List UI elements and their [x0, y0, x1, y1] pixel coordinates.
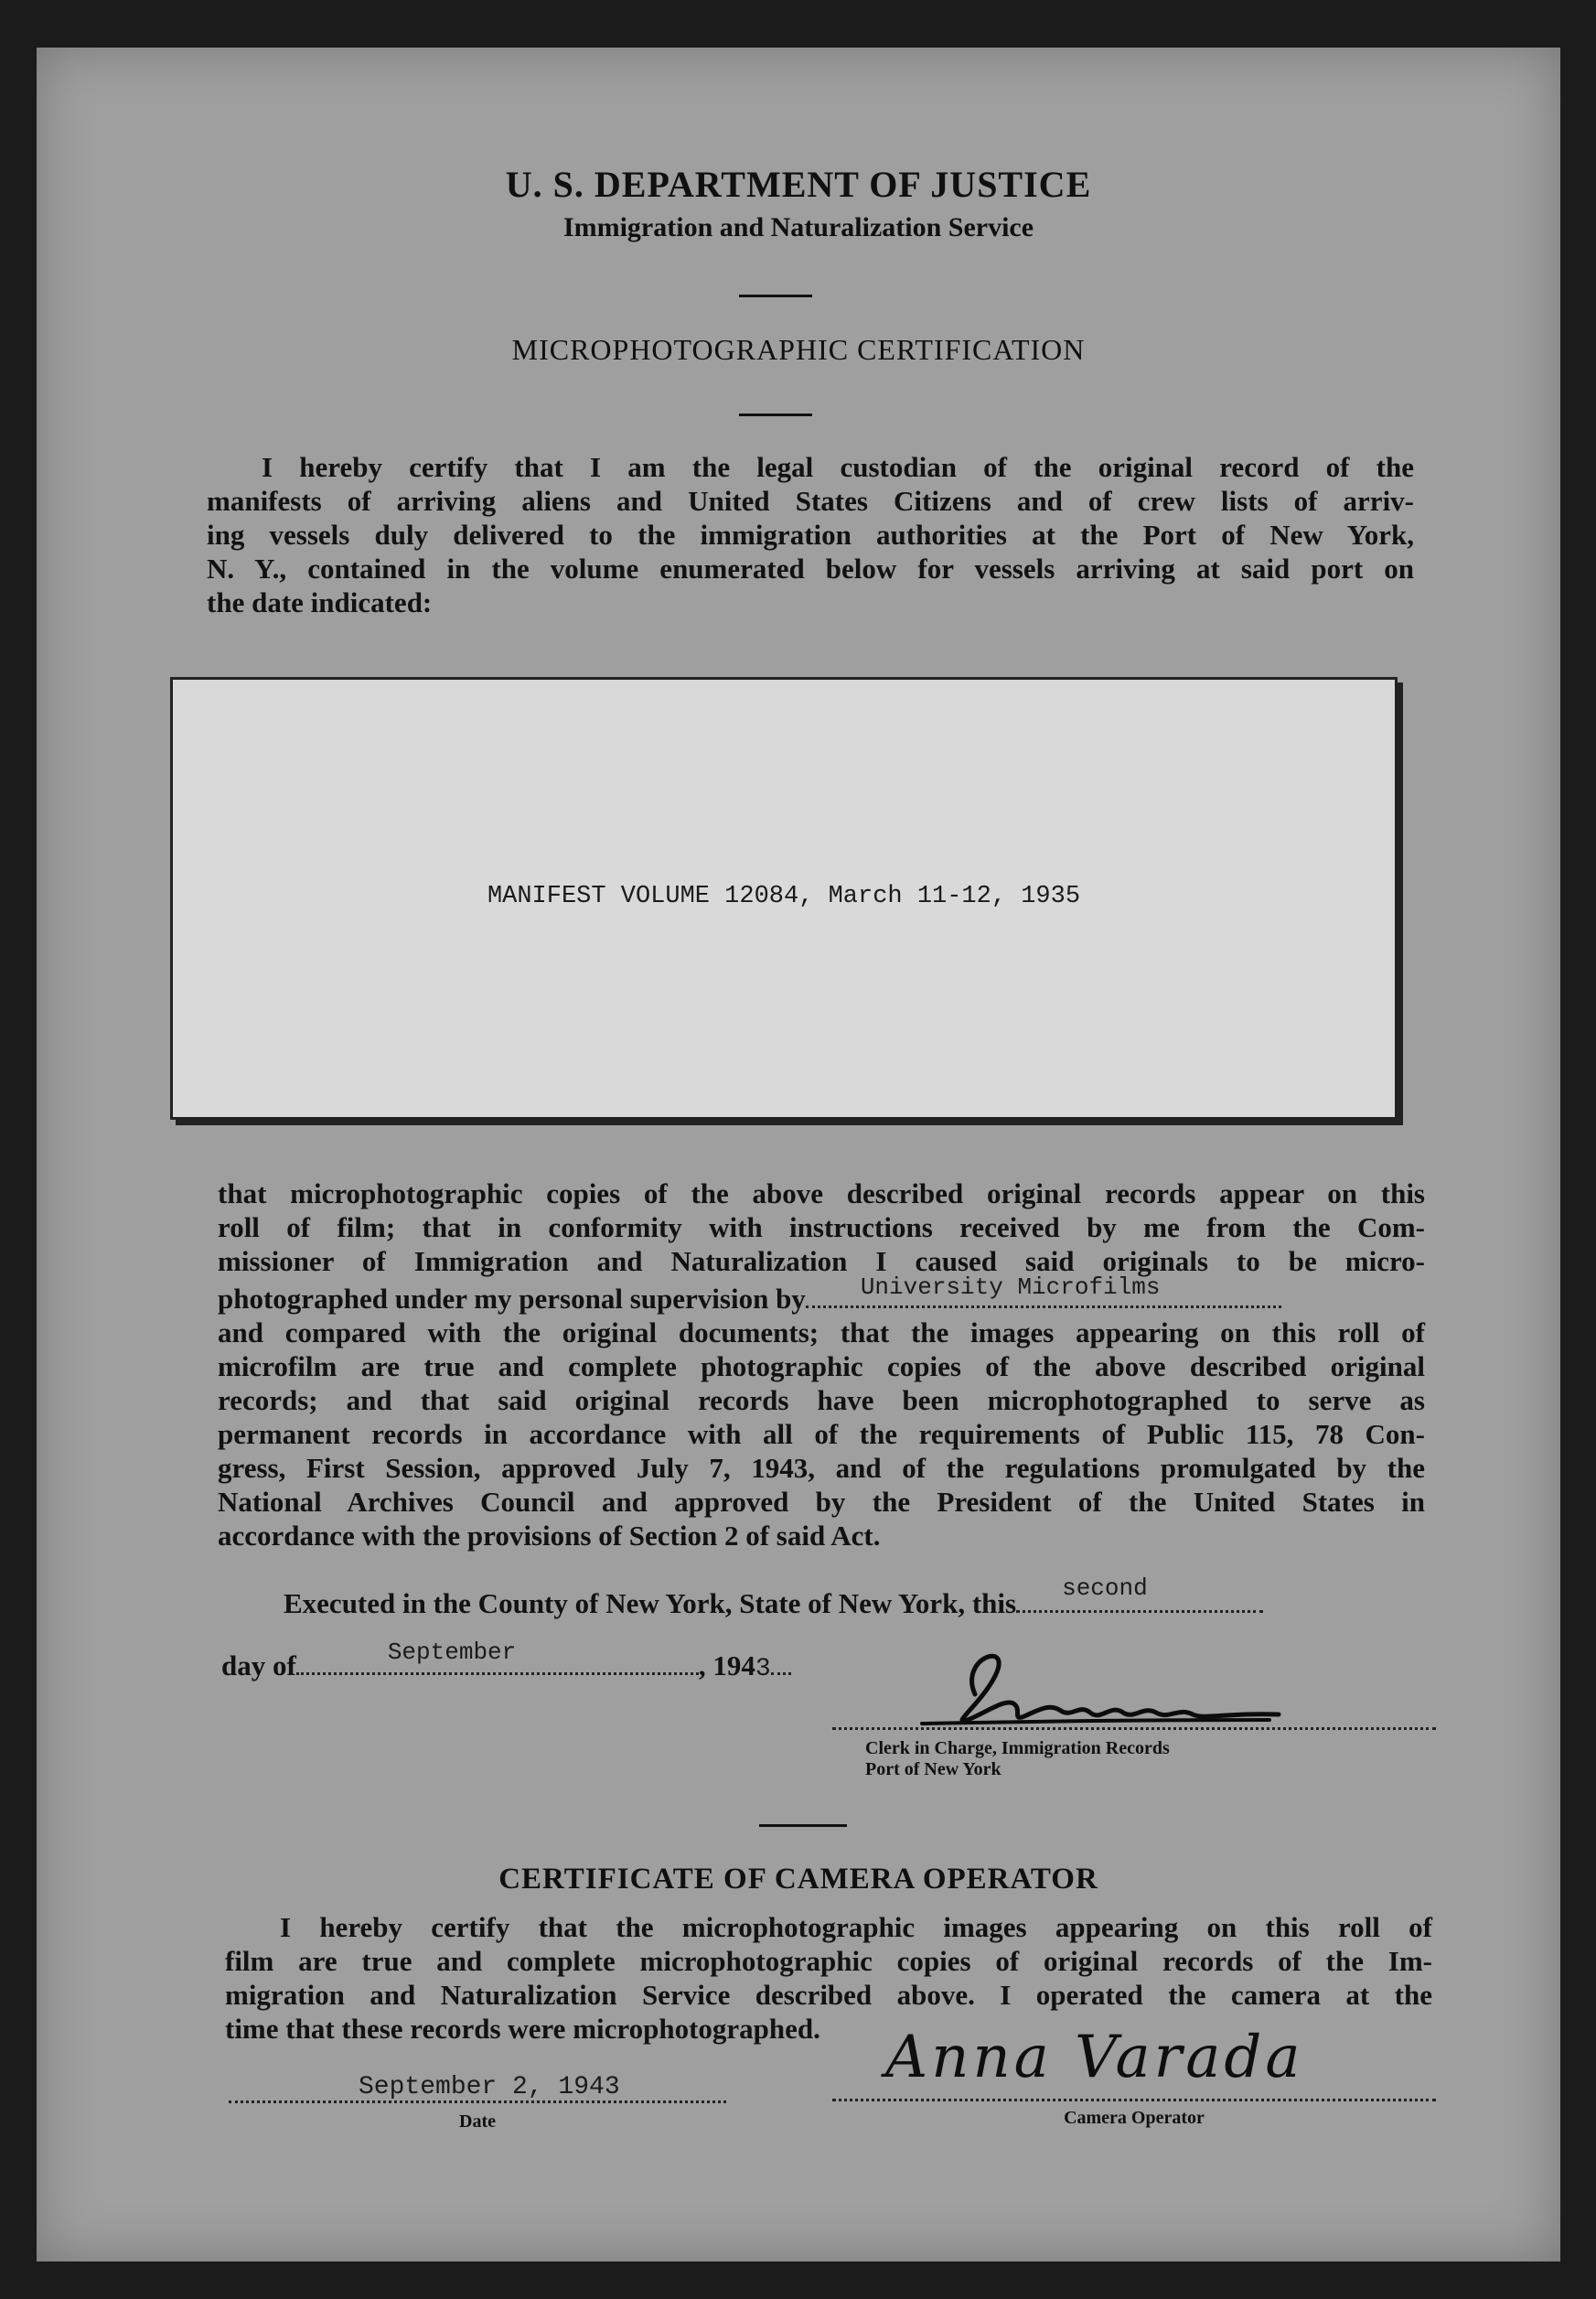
service-subheading: Immigration and Naturalization Service	[562, 212, 1034, 242]
execution-line	[284, 1574, 1427, 1620]
day-field	[1016, 1574, 1263, 1613]
body-paragraph	[218, 1176, 1425, 1552]
body-line: that microphotographic copies of the above described original records appear on this	[218, 1177, 1425, 1209]
camera-line: time that these records were microphotographed.	[225, 2013, 820, 2045]
day-value: second	[1062, 1574, 1148, 1602]
body-line: records; and that said original records have been microphotographed to serve as	[218, 1384, 1425, 1416]
supervision-prefix: photographed under my personal supervision by	[218, 1283, 806, 1315]
record-box	[170, 677, 1398, 1120]
camera-operator-label: Camera Operator	[1064, 2108, 1205, 2128]
operator-date-value: September 2, 1943	[359, 2073, 620, 2101]
camera-line: I hereby certify that the microphotographic images appearing on this roll of	[280, 1911, 1432, 1943]
clerk-title-line2: Port of New York	[865, 1759, 1002, 1779]
supervision-value: University Microfilms	[860, 1273, 1161, 1301]
month-field	[296, 1638, 699, 1675]
body-line: missioner of Immigration and Naturalization I caused said originals to be micro-	[218, 1245, 1425, 1277]
camera-line: migration and Naturalization Service described above. I operated the camera at the	[225, 1979, 1432, 2011]
body-line: permanent records in accordance with all of the requirements of Public 115, 78 Con-	[218, 1418, 1425, 1450]
intro-line: manifests of arriving aliens and United States Citizens and of crew lists of arriv-	[207, 485, 1414, 517]
title-divider	[739, 414, 812, 416]
month-value: September	[387, 1638, 517, 1666]
body-line: accordance with the provisions of Section 2 of said Act.	[218, 1520, 881, 1552]
manifest-volume-text: MANIFEST VOLUME 12084, March 11-12, 1935	[487, 883, 1081, 910]
intro-paragraph	[207, 450, 1414, 619]
date-label: Date	[459, 2111, 496, 2132]
year-dots	[771, 1649, 791, 1675]
operator-signature-line	[832, 2099, 1436, 2101]
body-line: and compared with the original documents; that the images appearing on this roll of	[218, 1316, 1425, 1348]
intro-line: ing vessels duly delivered to the immigration authorities at the Port of New York,	[207, 519, 1414, 551]
body-line: gress, First Session, approved July 7, 1943, and of the regulations promulgated by the	[218, 1452, 1425, 1484]
operator-signature: Anna Varada	[885, 2024, 1304, 2091]
clerk-title	[865, 1738, 1170, 1780]
day-of-label: day of	[221, 1649, 296, 1681]
clerk-signature-line	[832, 1727, 1436, 1730]
supervision-line	[218, 1273, 1425, 1316]
operator-date-line	[229, 2100, 726, 2103]
department-heading: U. S. DEPARTMENT OF JUSTICE	[505, 164, 1092, 205]
year-prefix: , 194	[698, 1649, 755, 1681]
body-line: National Archives Council and approved by the President of the United States in	[218, 1486, 1425, 1518]
execution-prefix: Executed in the County of New York, State of New York, this	[284, 1587, 1017, 1619]
intro-line: N. Y., contained in the volume enumerated below for vessels arriving at said port on	[207, 553, 1414, 585]
camera-line: film are true and complete microphotographic copies of original records of the Im-	[225, 1945, 1432, 1977]
supervision-field	[806, 1273, 1281, 1308]
body-line: roll of film; that in conformity with instructions received by me from the Com-	[218, 1211, 1425, 1243]
section-divider	[759, 1824, 847, 1827]
header-divider	[739, 295, 812, 297]
year-digit: 3	[755, 1655, 771, 1683]
clerk-signature	[904, 1639, 1288, 1740]
certification-title: MICROPHOTOGRAPHIC CERTIFICATION	[511, 333, 1086, 366]
intro-line: I hereby certify that I am the legal custodian of the original record of the	[262, 451, 1414, 483]
body-line: microfilm are true and complete photographic copies of the above described original	[218, 1350, 1425, 1382]
intro-line: the date indicated:	[207, 586, 433, 618]
camera-certificate-title: CERTIFICATE OF CAMERA OPERATOR	[498, 1863, 1098, 1896]
date-line	[221, 1638, 862, 1686]
certificate-page	[37, 48, 1560, 2261]
clerk-title-line1: Clerk in Charge, Immigration Records	[865, 1738, 1170, 1758]
